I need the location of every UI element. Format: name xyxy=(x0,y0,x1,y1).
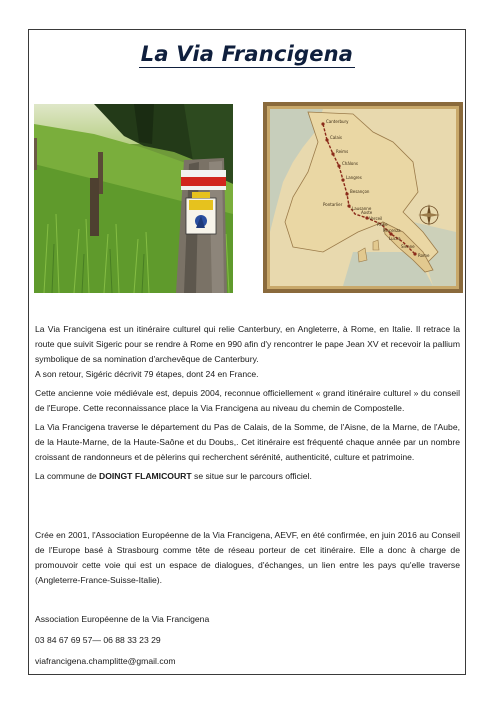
paragraph-departments: La Via Francigena traverse le département du Pas de Calais, de la Somme, de l'Aisne, de la Marne, de l'Aube, de la Haute-Marne, de la Haute-Saône et du Doubs,. Cet itinéraire est fréquenté chaque année par un nombre croissant de randonneurs et de pèlerins qui recherchent sérénité, authenticité, culture et patrimoine. xyxy=(35,422,460,462)
contact-org: Association Européenne de la Via Francigena xyxy=(35,614,210,624)
map-city-label: Châlons xyxy=(342,161,358,166)
commune-name: DOINGT FLAMICOURT xyxy=(99,471,192,481)
map-city-label: Reims xyxy=(336,149,349,154)
map-city-label: Lucca xyxy=(389,236,401,241)
paragraph-commune: La commune de DOINGT FLAMICOURT se situe sur le parcours officiel. xyxy=(35,471,312,481)
map-city-label: Pontarlier xyxy=(323,202,343,207)
paragraph-return: A son retour, Sigéric décrivit 79 étapes, dont 24 en France. xyxy=(35,369,259,379)
map-city-label: Sienne xyxy=(401,244,415,249)
contact-block xyxy=(35,612,460,669)
map-city-label: Canterbury xyxy=(326,119,349,124)
map-city-label: Calais xyxy=(330,135,343,140)
map-city-label: Piacenza xyxy=(383,228,401,233)
map-city-label: Rome xyxy=(418,253,430,258)
page-title: La Via Francigena xyxy=(140,42,354,66)
map-city-label: Aoste xyxy=(361,210,373,215)
association-block xyxy=(35,528,460,588)
contact-phone: 03 84 67 69 57— 06 88 33 23 29 xyxy=(35,635,161,645)
map-city-label: Lausanne xyxy=(352,206,372,211)
map-city-label: Besançon xyxy=(350,189,370,194)
flyer-frame xyxy=(28,29,466,675)
paragraph-history: La Via Francigena est un itinéraire culturel qui relie Canterbury, en Angleterre, à Rome, en Italie. Il retrace la route que suivit Sigeric pour se rendre à Rome en 990 afin d'y rencontrer le pape Jean XV et recevoir la pallium symbolique de sa nomination d'archevêque de Canterbury. xyxy=(35,324,460,364)
map-city-label: Verceil xyxy=(369,216,383,221)
map-city-label: Langres xyxy=(346,175,362,180)
trail-photo xyxy=(34,104,233,293)
paragraph-association: Crée en 2001, l'Association Européenne de la Via Francigena, AEVF, en été confirmée, en juin 2016 au Conseil de l'Europe basé à Strasbourg comme tête de réseau porteur de cet itinéraire. Elle a donc à charge de promouvoir cette voie qui est un espace de dialogues, d'échanges, un lien entre les pays qu'elle traverse (Angleterre-France-Suisse-Italie). xyxy=(35,530,460,585)
paragraph-recognition: Cette ancienne voie médiévale est, depuis 2004, reconnue officiellement « grand itinéraire culturel » du conseil de l'Europe. Cette reconnaissance place la Via Francigena au niveau du chemin de Compostelle. xyxy=(35,388,460,413)
route-map xyxy=(263,102,463,293)
map-city-label: Pavie xyxy=(377,222,388,227)
contact-email[interactable]: viafrancigena.champlitte@gmail.com xyxy=(35,656,176,666)
intro-block xyxy=(35,322,460,484)
